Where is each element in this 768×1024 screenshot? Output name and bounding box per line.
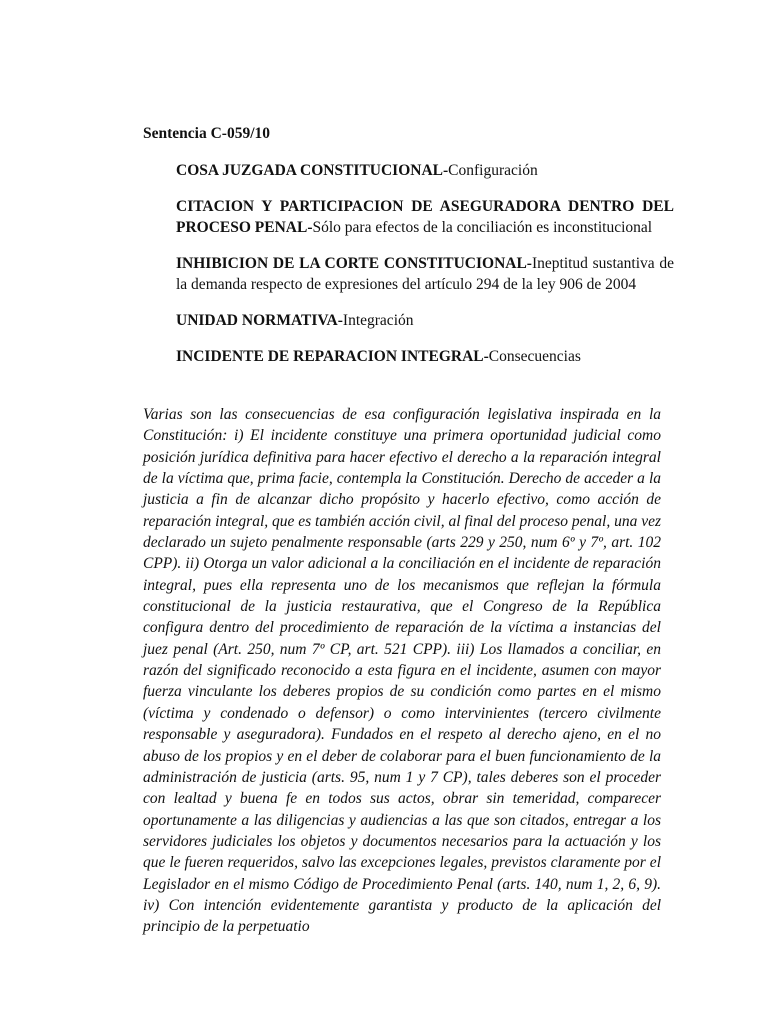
heading-text: Configuración (448, 162, 538, 179)
heading-citacion-aseguradora (176, 196, 674, 238)
heading-incidente-reparacion (176, 346, 674, 367)
heading-text: Integración (342, 312, 414, 329)
headings-block (176, 160, 674, 382)
heading-label: INHIBICION DE LA CORTE CONSTITUCIONAL- (176, 255, 532, 272)
heading-text: Consecuencias (488, 348, 581, 365)
document-title: Sentencia C-059/10 (143, 125, 271, 142)
heading-label: COSA JUZGADA CONSTITUCIONAL- (176, 162, 449, 179)
heading-cosa-juzgada (176, 160, 674, 181)
heading-label: INCIDENTE DE REPARACION INTEGRAL- (176, 348, 489, 365)
heading-inhibicion-corte (176, 253, 674, 295)
heading-label: CITACION Y PARTICIPACION DE ASEGURADORA DENTRO DEL PROCESO PENAL- (176, 198, 674, 236)
body-paragraph: Varias son las consecuencias de esa configuración legislativa inspirada en la Constitución: i) El incidente constituye una primera oportunidad judicial como posición jurídica definitiva para hacer efectivo el derecho a la reparación integral de la víctima que, prima facie, contempla la Constitución. Derecho de acceder a la justicia a fin de alcanzar dicho propósito y hacerlo efectivo, como acción de reparación integral, que es también acción civil, al final del proceso penal, una vez declarado un sujeto penalmente responsable (arts 229 y 250, num 6º y 7º, art. 102 CPP). ii) Otorga un valor adicional a la conciliación en el incidente de reparación integral, pues ella representa uno de los mecanismos que reflejan la fórmula constitucional de la justicia restaurativa, que el Congreso de la República configura dentro del procedimiento de reparación de la víctima a instancias del juez penal (Art. 250, num 7º CP, art. 521 CPP). iii) Los llamados a conciliar, en razón del significado reconocido a esta figura en el incidente, asumen con mayor fuerza vinculante los deberes propios de su condición como partes en el mismo (víctima y condenado o defensor) o como intervinientes (tercero civilmente responsable y aseguradora). Fundados en el respeto al derecho ajeno, en el no abuso de los propios y en el deber de colaborar para el buen funcionamiento de la administración de justicia (arts. 95, num 1 y 7 CP), tales deberes son el proceder con lealtad y buena fe en todos sus actos, obrar sin temeridad, comparecer oportunamente a las diligencias y audiencias a las que son citados, entregar a los servidores judiciales los objetos y documentos necesarios para la actuación y los que le fueren requeridos, salvo las excepciones legales, previstos claramente por el Legislador en el mismo Código de Procedimiento Penal (arts. 140, num 1, 2, 6, 9). iv) Con intención evidentemente garantista y producto de la aplicación del principio de la perpetuatio (143, 406, 661, 936)
heading-text: Ineptitud sustantiva de la demanda respecto de expresiones del artículo 294 de la ley 906 de 2004 (176, 255, 674, 293)
heading-label: UNIDAD NORMATIVA- (176, 312, 343, 329)
heading-text: Sólo para efectos de la conciliación es inconstitucional (312, 219, 653, 236)
heading-unidad-normativa (176, 310, 674, 331)
